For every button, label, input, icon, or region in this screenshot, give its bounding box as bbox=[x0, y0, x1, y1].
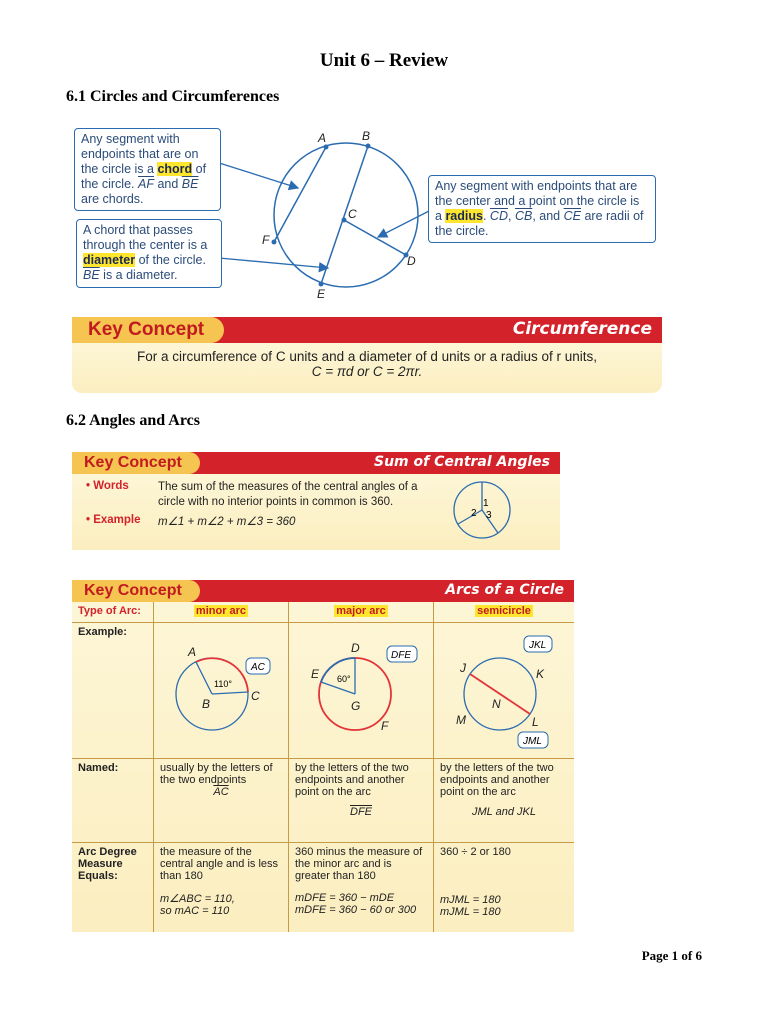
semi-point-m: M bbox=[456, 712, 466, 727]
kc2-words-label: • Words bbox=[86, 480, 129, 492]
measure-minor-cell: the measure of the central angle and is less than 180 m∠ABC = 110, so mAC = 110 bbox=[154, 842, 289, 932]
measure-major-cell: 360 minus the measure of the minor arc and is greater than 180 mDFE = 360 − mDE mDFE = 360 − 60 or 300 bbox=[289, 842, 434, 932]
page-footer: Page 1 of 6 bbox=[641, 948, 702, 963]
radius-callout: Any segment with endpoints that are the center and a point on the circle is a radius. $\overline{CD}$, $\overline{CB}$, and $\overline{CE}$ are radii of the circle. bbox=[428, 175, 656, 243]
major-arc-figure bbox=[295, 626, 427, 752]
semi-arc-name-1: JKL bbox=[529, 639, 547, 651]
semi-point-l: L bbox=[532, 714, 539, 729]
point-f-label: F bbox=[262, 233, 270, 247]
key-concept-arcs bbox=[72, 580, 574, 932]
measure-major-ex1: mDFE = 360 − mDE bbox=[295, 891, 395, 904]
kc1-line1: For a circumference of C units and a diameter of d units or a radius of r units, bbox=[137, 349, 597, 364]
major-point-g: G bbox=[351, 698, 361, 713]
diameter-callout: A chord that passes through the center is a diameter of the circle. $\overline{BE}$ is a diameter. bbox=[76, 219, 222, 288]
point-c-label: C bbox=[348, 207, 357, 221]
kc2-example-label: • Example bbox=[86, 514, 141, 526]
measure-semi-ex2: mJML = 180 bbox=[440, 905, 501, 918]
major-angle: 60° bbox=[337, 673, 351, 684]
kc2-name: Sum of Central Angles bbox=[374, 454, 550, 470]
measure-semi-cell: 360 ÷ 2 or 180 mJML = 180 mJML = 180 bbox=[434, 842, 575, 932]
arrow-to-diameter bbox=[219, 258, 328, 268]
arcs-table bbox=[72, 602, 574, 932]
named-minor-cell: usually by the letters of the two endpoints $\overline{AC}$ bbox=[154, 758, 289, 842]
kc1-body bbox=[72, 343, 662, 393]
named-semi-cell: by the letters of the two endpoints and another point on the arc JML and JKL bbox=[434, 758, 575, 842]
angle-3-label: 3 bbox=[486, 510, 492, 521]
kc3-body bbox=[72, 602, 574, 932]
named-major-example: $\overline{DFE}$ bbox=[350, 805, 372, 818]
point-e-label: E bbox=[317, 287, 326, 301]
major-point-f: F bbox=[381, 718, 389, 733]
chord-af bbox=[274, 147, 326, 242]
minor-angle: 110° bbox=[214, 678, 232, 689]
minor-arc-example bbox=[154, 622, 289, 758]
major-arc-example bbox=[289, 622, 434, 758]
page-title: Unit 6 – Review bbox=[319, 50, 449, 71]
section-heading-6-1: 6.1 Circles and Circumferences bbox=[66, 88, 280, 105]
minor-arc-name: AC bbox=[251, 661, 265, 673]
header-semi: semicircle bbox=[477, 605, 531, 617]
measure-minor-ex2: so mAC = 110 bbox=[160, 904, 230, 917]
minor-point-c: C bbox=[251, 688, 260, 703]
named-major-cell: by the letters of the two endpoints and another point on the arc $\overline{DFE}$ bbox=[289, 758, 434, 842]
kc3-name: Arcs of a Circle bbox=[445, 582, 564, 598]
section-heading-6-2: 6.2 Angles and Arcs bbox=[66, 412, 200, 429]
measure-minor-ex1: m∠ABC = 110, bbox=[160, 892, 235, 905]
minor-point-a: A bbox=[188, 644, 197, 659]
key-concept-circumference bbox=[72, 317, 662, 395]
angle-2-label: 2 bbox=[471, 508, 477, 519]
kc2-body bbox=[72, 474, 560, 550]
kc1-formula: C = πd or C = 2πr. bbox=[311, 364, 423, 379]
kc2-example-text: m∠1 + m∠2 + m∠3 = 360 bbox=[158, 516, 296, 528]
semi-point-j: J bbox=[460, 660, 466, 675]
chord-callout: Any segment with endpoints that are on the circle is a chord of the circle. $\overline{AF}$ and $\overline{BE}$ are chords. bbox=[74, 128, 221, 211]
semi-point-n: N bbox=[492, 696, 501, 711]
semi-arc-name-2: JML bbox=[523, 735, 542, 747]
diameter-be bbox=[321, 146, 368, 284]
central-angles-figure bbox=[450, 478, 514, 542]
major-arc-name: DFE bbox=[391, 649, 411, 661]
kc2-tag: Key Concept bbox=[72, 452, 200, 474]
kc2-words-text: The sum of the measures of the central angles of a circle with no interior points in common is 360. bbox=[158, 481, 418, 508]
measure-label: Arc Degree Measure Equals: bbox=[72, 842, 154, 932]
point-a-label: A bbox=[318, 131, 327, 145]
major-point-d: D bbox=[351, 640, 360, 655]
arcs-example-row bbox=[72, 622, 574, 758]
angle-1-label: 1 bbox=[483, 498, 489, 509]
minor-point-b: B bbox=[202, 696, 211, 711]
named-semi-example: JML and JKL bbox=[471, 805, 536, 818]
kc1-name: Circumference bbox=[512, 319, 652, 339]
arcs-named-row bbox=[72, 758, 574, 842]
arrow-to-radius bbox=[378, 210, 431, 237]
arcs-header-row bbox=[72, 602, 574, 622]
kc3-tag: Key Concept bbox=[72, 580, 200, 602]
header-major: major arc bbox=[289, 602, 434, 622]
point-d-label: D bbox=[407, 254, 416, 268]
arcs-measure-row bbox=[72, 842, 574, 932]
semicircle-example bbox=[434, 622, 575, 758]
radius-cd bbox=[344, 220, 406, 255]
measure-semi-ex1: mJML = 180 bbox=[440, 893, 501, 906]
named-minor-example: $\overline{AC}$ bbox=[213, 785, 229, 798]
example-label: Example: bbox=[72, 622, 154, 758]
point-b-label: B bbox=[362, 129, 371, 143]
minor-arc-figure bbox=[160, 626, 282, 752]
semicircle-figure bbox=[440, 626, 568, 752]
key-concept-central-angles bbox=[72, 452, 560, 550]
kc1-tag: Key Concept bbox=[72, 317, 224, 343]
header-minor: minor arc bbox=[154, 602, 289, 622]
named-label: Named: bbox=[72, 758, 154, 842]
major-point-e: E bbox=[311, 666, 320, 681]
circle-parts-diagram bbox=[66, 122, 666, 307]
semi-point-k: K bbox=[536, 666, 545, 681]
header-type: Type of Arc: bbox=[72, 602, 154, 622]
measure-major-ex2: mDFE = 360 − 60 or 300 bbox=[295, 903, 417, 916]
